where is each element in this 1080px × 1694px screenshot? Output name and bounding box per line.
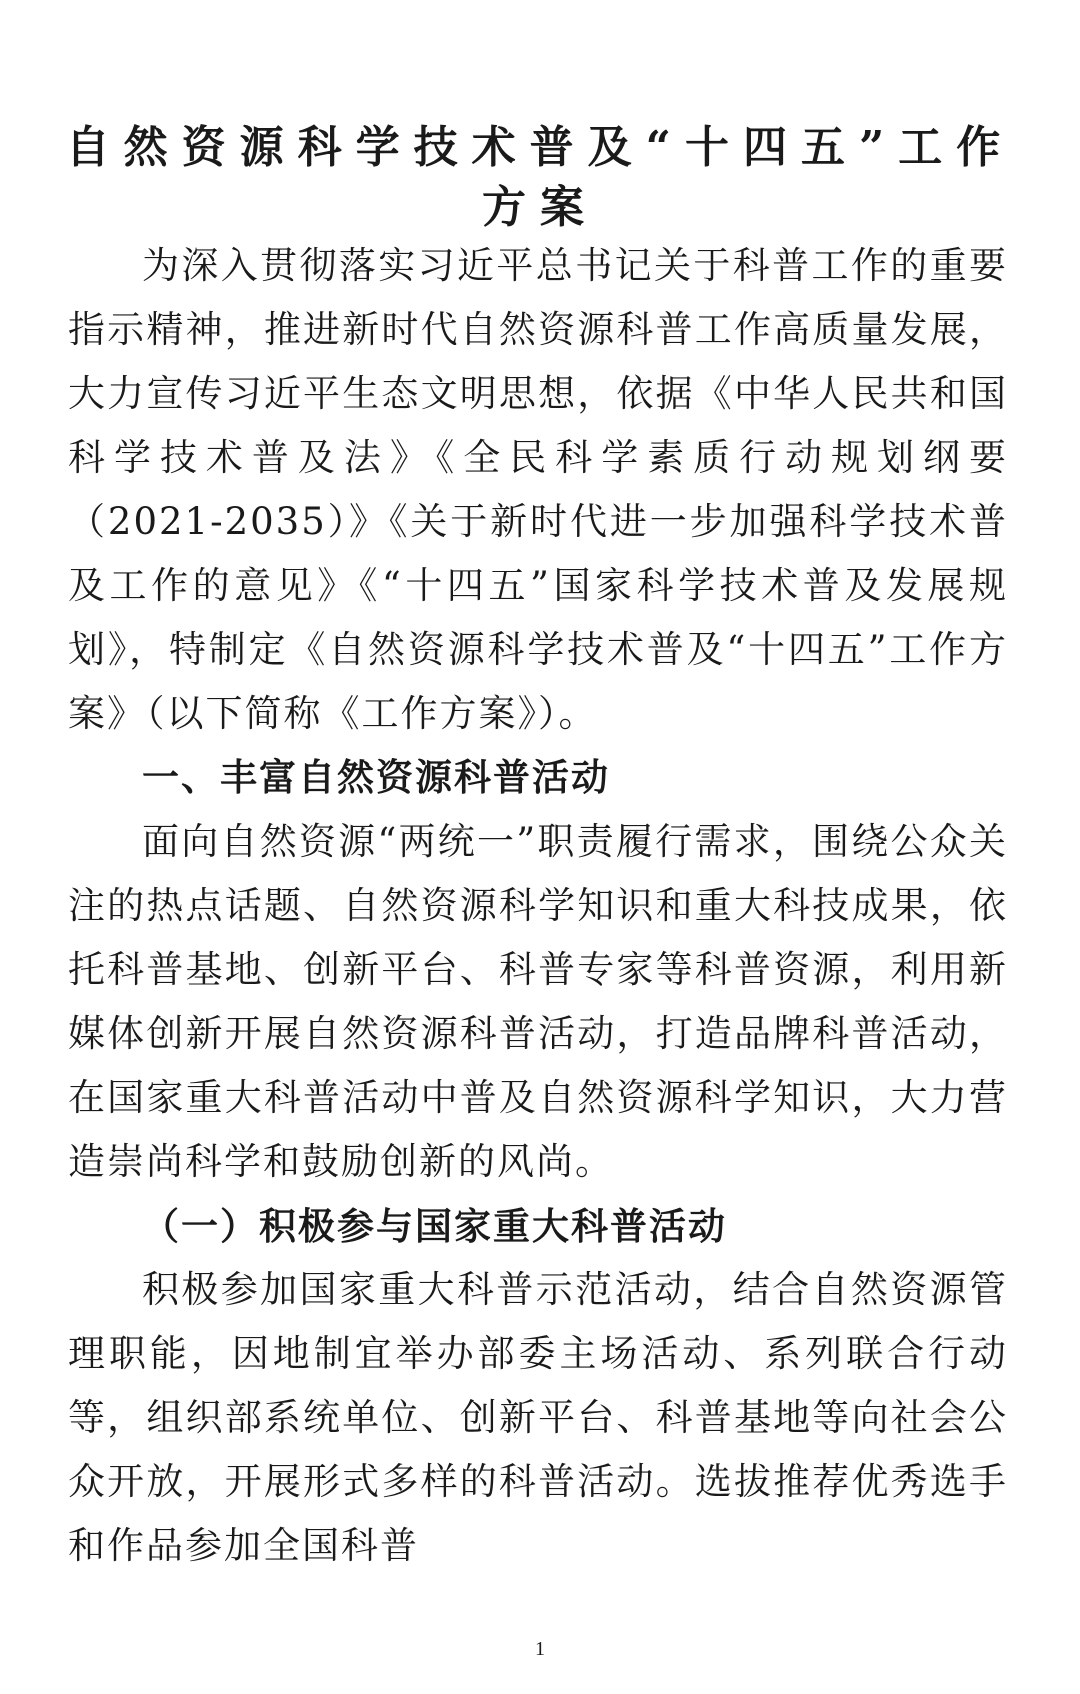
document-title: 自然资源科学技术普及“十四五”工作方案 <box>65 122 1015 233</box>
subsection-1-paragraph: 积极参加国家重大科普示范活动，结合自然资源管理职能，因地制宜举办部委主场活动、系列联合行动等，组织部系统单位、创新平台、科普基地等向社会公众开放，开展形式多样的科普活动。选拔推荐优秀选手和作品参加全国科普 <box>68 1268 1008 1567</box>
section-1-paragraph: 面向自然资源“两统一”职责履行需求，围绕公众关注的热点话题、自然资源科学知识和重大科技成果，依托科普基地、创新平台、科普专家等科普资源，利用新媒体创新开展自然资源科普活动，打造品牌科普活动，在国家重大科普活动中普及自然资源科学知识，大力营造崇尚科学和鼓励创新的风尚。 <box>68 820 1008 1183</box>
document-body <box>68 234 1008 1578</box>
intro-paragraph: 为深入贯彻落实习近平总书记关于科普工作的重要指示精神，推进新时代自然资源科普工作高质量发展，大力宣传习近平生态文明思想，依据《中华人民共和国科学技术普及法》《全民科学素质行动规划纲要（2021-2035）》《关于新时代进一步加强科学技术普及工作的意见》《“十四五”国家科学技术普及发展规划》，特制定《自然资源科学技术普及“十四五”工作方案》（以下简称《工作方案》）。 <box>68 244 1008 735</box>
subsection-1-heading: （一）积极参与国家重大科普活动 <box>142 1204 727 1248</box>
page-number: 1 <box>535 1638 545 1660</box>
section-1-heading: 一、丰富自然资源科普活动 <box>142 756 610 799</box>
